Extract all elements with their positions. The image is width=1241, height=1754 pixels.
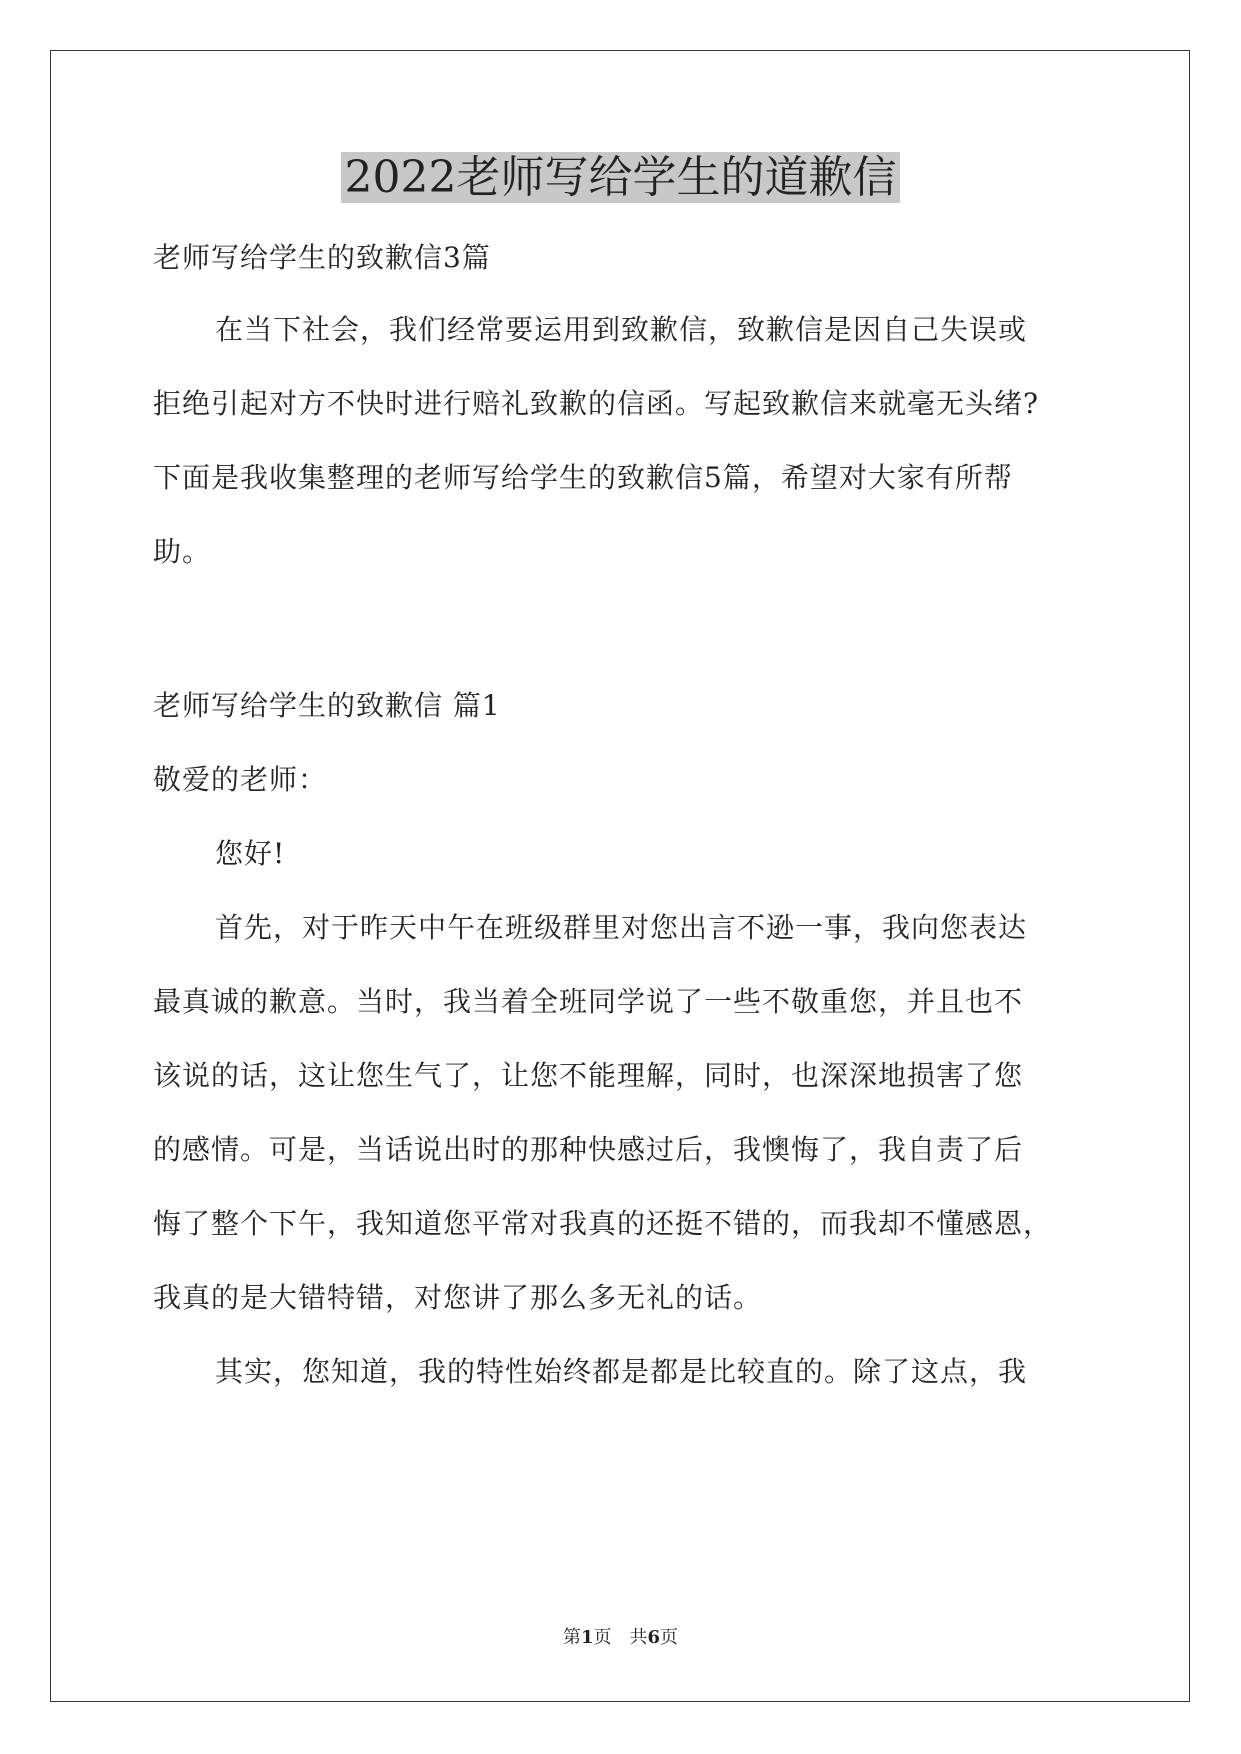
paragraph-line: 下面是我收集整理的老师写给学生的致歉信5篇，希望对大家有所帮 bbox=[153, 461, 1013, 494]
footer-suffix: 页 bbox=[660, 1627, 679, 1648]
subtitle-line: 老师写给学生的致歉信3篇 bbox=[153, 241, 491, 274]
paragraph-line: 的感情。可是，当话说出时的那种快感过后，我懊悔了，我自责了后 bbox=[153, 1133, 1024, 1166]
paragraph-line: 首先，对于昨天中午在班级群里对您出言不逊一事，我向您表达 bbox=[215, 911, 1028, 944]
paragraph-line: 在当下社会，我们经常要运用到致歉信，致歉信是因自己失误或 bbox=[215, 313, 1028, 346]
paragraph-line: 我真的是大错特错，对您讲了那么多无礼的话。 bbox=[153, 1281, 763, 1314]
paragraph-line: 该说的话，这让您生气了，让您不能理解，同时，也深深地损害了您 bbox=[153, 1059, 1024, 1092]
paragraph-line: 拒绝引起对方不快时进行赔礼致歉的信函。写起致歉信来就毫无头绪? bbox=[153, 387, 1040, 420]
section-heading: 老师写给学生的致歉信 篇1 bbox=[153, 689, 501, 722]
footer-page-current: 1 bbox=[580, 1627, 594, 1648]
page-border bbox=[50, 50, 1190, 1702]
footer-page-total: 6 bbox=[647, 1627, 661, 1648]
paragraph-line: 悔了整个下午，我知道您平常对我真的还挺不错的，而我却不懂感恩， bbox=[153, 1207, 1053, 1240]
paragraph-line: 最真诚的歉意。当时，我当着全班同学说了一些不敬重您，并且也不 bbox=[153, 985, 1024, 1018]
footer-prefix: 第 bbox=[562, 1627, 581, 1648]
page-footer bbox=[0, 1626, 1241, 1650]
salutation: 敬爱的老师： bbox=[153, 763, 328, 796]
title-text: 2022老师写给学生的道歉信 bbox=[341, 152, 901, 203]
paragraph-line: 其实，您知道，我的特性始终都是都是比较直的。除了这点，我 bbox=[215, 1355, 1028, 1388]
document-title bbox=[0, 148, 1241, 208]
footer-mid: 页 共 bbox=[593, 1627, 648, 1648]
paragraph-line: 助。 bbox=[153, 535, 212, 568]
greeting: 您好! bbox=[215, 837, 286, 870]
